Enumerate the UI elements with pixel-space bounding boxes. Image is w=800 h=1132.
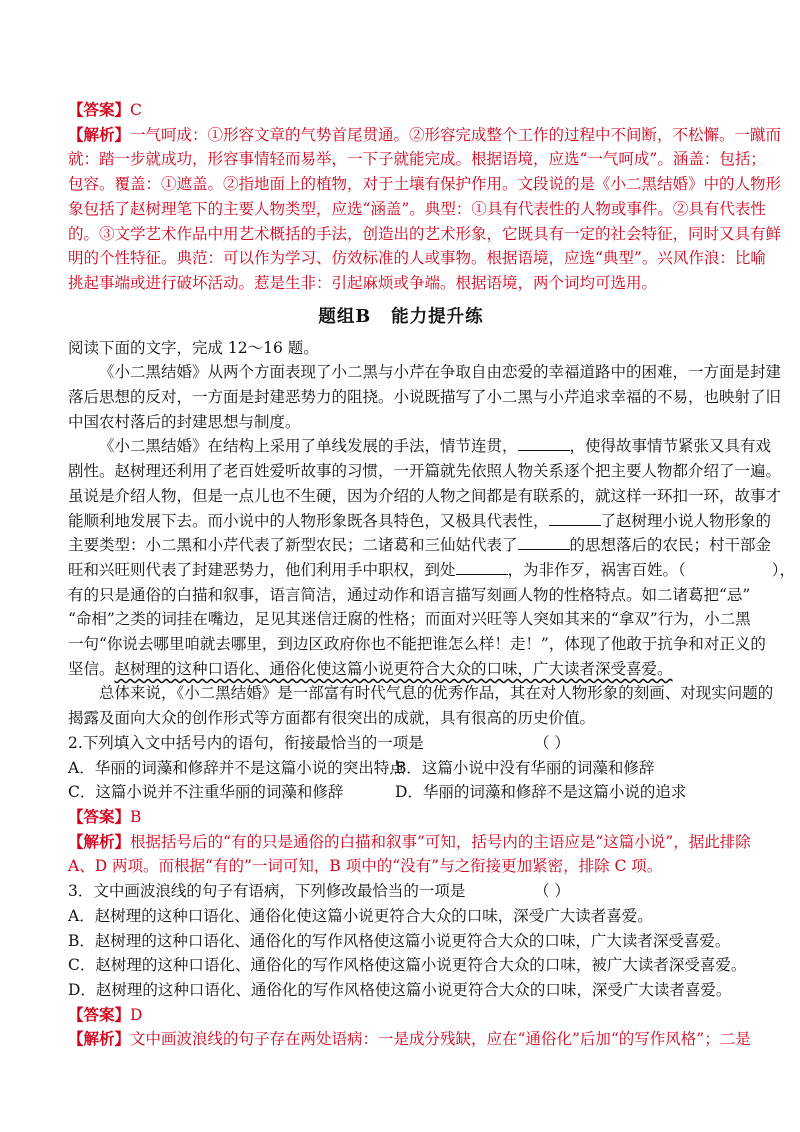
fill-blank[interactable]: [518, 436, 570, 451]
passage-line: 《小二黑结婚》从两个方面表现了小二黑与小芹在争取自由恋爱的幸福道路中的困难，一方面是封建: [99, 363, 782, 382]
answer-line-1: [68, 98, 734, 123]
passage-line: “命相”之类的词挂在嘴边，足见其迷信迂腐的性格；而面对兴旺等人突如其来的“拿双”行为，小二黑: [68, 610, 751, 629]
passage-line: 落后思想的反对，一方面是封建恶势力的阻挠。小说既描写了小二黑与小芹追求幸福的不易，也映射了旧: [68, 388, 782, 407]
analysis-text: 挑起事端或进行破坏活动。惹是生非：引起麻烦或争端。根据语境，两个词均可选用。: [68, 273, 658, 292]
question-text: 3．文中画波浪线的句子有语病，下列修改最恰当的一项是: [68, 882, 466, 901]
passage-line: 揭露及面向大众的创作形式等方面都有很突出的成就，具有很高的历史价值。: [68, 709, 596, 728]
analysis-text: 的。③文学艺术作品中用艺术概括的手法，创造出的艺术形象，它既具有一定的社会特征，同时又具有鲜: [68, 224, 782, 243]
passage-line: 虽说是介绍人物，但是一点儿也不生硬，因为介绍的人物之间都是有联系的，就这样一环扣一环，故事才: [68, 486, 782, 505]
analysis-text: 象包括了赵树理笔下的主要人物类型，应选“涵盖”。典型：①具有代表性的人物或事件。②具有代表性: [68, 199, 766, 218]
option-d[interactable]: D．华丽的词藻和修辞不是这篇小说的追求: [395, 783, 687, 802]
passage: [68, 360, 796, 731]
answer-value: C: [130, 101, 142, 119]
passage-line: 坚信。赵树理的这种口语化、通俗化使这篇小说更符合大众的口味，广大读者深受喜爱。: [68, 659, 673, 678]
passage-line: 中国农村落后的封建思想与制度。: [68, 412, 301, 431]
question-3: [68, 879, 751, 1052]
analysis-line: 【解析】根据括号后的“有的只是通俗的白描和叙事”可知，括号内的主语应是“这篇小说”，据此排除: [68, 831, 751, 851]
option-c[interactable]: C．这篇小说并不注重华丽的词藻和修辞: [68, 783, 344, 802]
analysis-block-1: [68, 123, 782, 296]
option-b[interactable]: B．这篇小说中没有华丽的词藻和修辞: [395, 758, 655, 777]
passage-line: 主要类型：小二黑和小芹代表了新型农民；二诸葛和三仙姑代表了 的思想落后的农民；村干部金: [68, 536, 772, 555]
passage-line: 能顺利地发展下去。而小说中的人物形象既各具特色，又极具代表性， 了赵树理小说人物形象的: [68, 511, 772, 530]
passage-line: 《小二黑结婚》在结构上采用了单线发展的手法，情节连贯， ，使得故事情节紧张又具有戏: [99, 437, 772, 456]
analysis-line: 【解析】文中画波浪线的句子存在两处语病：一是成分残缺，应在“通俗化”后加“的写作风格”；二是: [68, 1029, 751, 1049]
fill-blank[interactable]: [518, 535, 570, 550]
passage-line: 旺和兴旺则代表了封建恶势力，他们利用手中职权，到处 ，为非作歹，祸害百姓。（ ），: [68, 560, 796, 579]
reading-instruction: 阅读下面的文字，完成 12～16 题。: [68, 338, 319, 357]
passage-line: 总体来说，《小二黑结婚》是一部富有时代气息的优秀作品，其在对人物形象的刻画、对现实问题的: [99, 684, 774, 703]
passage-line: 有的只是通俗的白描和叙事，语言简洁，通过动作和语言描写刻画人物的性格特点。如二诸葛把“忌”: [68, 585, 751, 604]
option-a[interactable]: A．赵树理的这种口语化、通俗化使这篇小说更符合大众的口味，深受广大读者喜爱。: [68, 906, 653, 925]
analysis-text: 一气呵成：①形容文章的气势首尾贯通。②形容完成整个工作的过程中不间断，不松懈。一蹴而: [130, 125, 782, 144]
option-d[interactable]: D．赵树理的这种口语化、通俗化的写作风格使这篇小说更符合大众的口味，深受广大读者喜爱。: [68, 980, 732, 999]
question-text: 2.下列填入文中括号内的语句，衔接最恰当的一项是: [68, 733, 424, 752]
wavy-underlined-sentence: 赵树理的这种口语化、通俗化使这篇小说更符合大众的口味，广大读者深受喜爱。: [114, 659, 673, 678]
answer-tag: 【答案】: [68, 100, 131, 119]
fill-blank[interactable]: [549, 511, 601, 526]
analysis-text: 包容。覆盖：①遮盖。②指地面上的植物，对于土壤有保护作用。文段说的是《小二黑结婚》中的人物形: [68, 175, 782, 194]
option-c[interactable]: C．赵树理的这种口语化、通俗化的写作风格使这篇小说更符合大众的口味，被广大读者深受喜爱。: [68, 956, 747, 975]
answer-value: D: [130, 1005, 143, 1024]
answer-value: B: [130, 807, 142, 826]
analysis-text: 明的个性特征。典范：可以作为学习、仿效标准的人或事物。根据语境，应选“典型”。兴风作浪：比喻: [68, 249, 766, 268]
answer-line: 【答案】D: [68, 1004, 143, 1024]
fill-blank[interactable]: [456, 560, 508, 575]
analysis-line: A、D 两项。而根据“有的”一词可知，B 项中的“没有”与之衔接更加紧密，排除 C 项。: [68, 857, 663, 876]
answer-bracket[interactable]: （ ）: [534, 882, 570, 901]
analysis-text: 就：踏一步就成功，形容事情轻而易举，一下子就能完成。根据语境，应选“一气呵成”。涵盖：包括；: [68, 150, 766, 169]
option-b[interactable]: B．赵树理的这种口语化、通俗化的写作风格使这篇小说更符合大众的口味，广大读者深受喜爱。: [68, 931, 731, 950]
option-a[interactable]: A．华丽的词藻和修辞并不是这篇小说的突出特点: [68, 758, 405, 777]
passage-line: 剧性。赵树理还利用了老百姓爱听故事的习惯，一开篇就先依照人物关系逐个把主要人物都介绍了一遍。: [68, 462, 782, 481]
analysis-tag: 【解析】: [68, 124, 131, 144]
question-2: [68, 731, 751, 879]
passage-line: 一句“你说去哪里咱就去哪里，到边区政府你也不能把谁怎么样！走！”，体现了他敢于抗争和对正义的: [68, 635, 766, 654]
section-title: 题组B 能力提升练: [318, 306, 484, 327]
answer-line: 【答案】B: [68, 806, 142, 826]
answer-bracket[interactable]: （ ）: [534, 733, 570, 752]
document-page: [68, 98, 796, 1052]
